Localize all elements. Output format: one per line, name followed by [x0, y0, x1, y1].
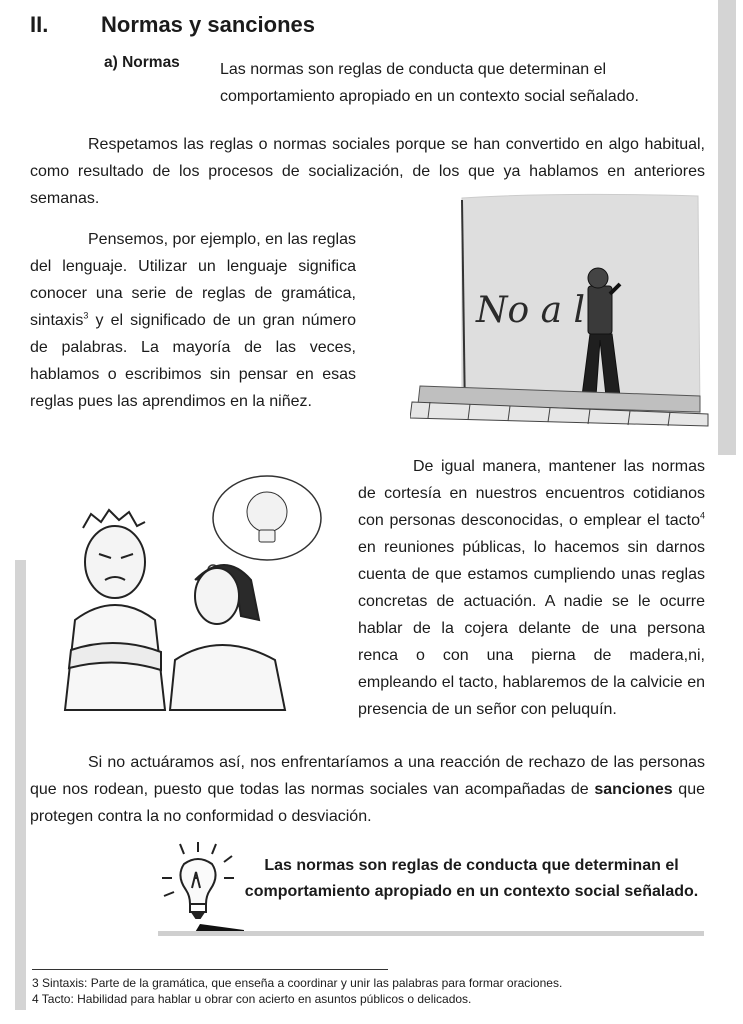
highlight-underline: [158, 931, 704, 936]
lightbulb-icon: [150, 842, 246, 938]
footnote-ref-3: 3: [83, 310, 89, 321]
subsection-label: a) Normas: [104, 54, 180, 71]
paragraph-sanctions-text-b: que protegen contra la no conformidad o desviación.: [30, 781, 706, 825]
graffiti-text: No a l: [476, 290, 586, 331]
right-page-margin-bar: [718, 0, 736, 455]
girl-figure: [170, 565, 285, 710]
people-thinking-illustration: [45, 470, 345, 715]
footnote-4: 4 Tacto: Habilidad para hablar u obrar con acierto en asuntos públicos o delicados.: [32, 992, 472, 1006]
paragraph-courtesy-text-b: en reuniones públicas, lo hacemos sin darnos cuenta de que estamos cumpliendo unas reglas concretas de actuación. A nadie se le ocurre hablar de la cojera delante de una persona renca o con una pierna de madera,ni, empleando el tacto, hablaremos de la calvicie en presencia de un señor con peluquín.: [358, 539, 705, 718]
sanciones-keyword: sanciones: [594, 781, 673, 798]
paragraph-sanctions: [30, 749, 705, 830]
lightbulb-head-icon: [247, 492, 287, 542]
paragraph-habits: Respetamos las reglas o normas sociales porque se han convertido en algo habitual, como resultado de los procesos de socialización, de los que ya hablamos en anteriores semanas.: [30, 136, 705, 207]
paragraph-courtesy-text-a: De igual manera, mantener las normas de cortesía en nuestros encuentros cotidianos con personas desconocidas, o emplear el tacto: [358, 458, 705, 529]
subsection-definition: Las normas son reglas de conducta que determinan el comportamiento apropiado en un contexto social señalado.: [220, 61, 639, 105]
boy-figure: [65, 510, 165, 710]
paragraph-courtesy: [358, 453, 705, 723]
paragraph-sanctions-text-a: Si no actuáramos así, nos enfrentaríamos a una reacción de rechazo de las personas que nos rodean, puesto que todas las normas sociales van acompañadas de: [30, 754, 705, 798]
left-page-margin-bar: [15, 560, 26, 1010]
highlight-definition: Las normas son reglas de conducta que determinan el comportamiento apropiado en un contexto social señalado.: [244, 857, 699, 900]
wall-graffiti-illustration: [410, 190, 710, 450]
paragraph-language: [30, 226, 356, 415]
section-number: II.: [30, 12, 49, 37]
footnote-divider: [32, 969, 388, 970]
footnote-3: 3 Sintaxis: Parte de la gramática, que enseña a coordinar y unir las palabras para formar oraciones.: [32, 976, 563, 990]
paragraph-language-text-a: Pensemos, por ejemplo, en las reglas del lenguaje. Utilizar un lenguaje significa conocer una serie de reglas de gramática, sintaxis: [30, 231, 356, 329]
section-title: Normas y sanciones: [101, 12, 315, 37]
paragraph-language-text-b: y el significado de un gran número de palabras. La mayoría de las veces, hablamos o escribimos sin pensar en esas reglas pues las aprendimos en la niñez.: [30, 312, 356, 410]
footnote-ref-4: 4: [699, 510, 705, 521]
